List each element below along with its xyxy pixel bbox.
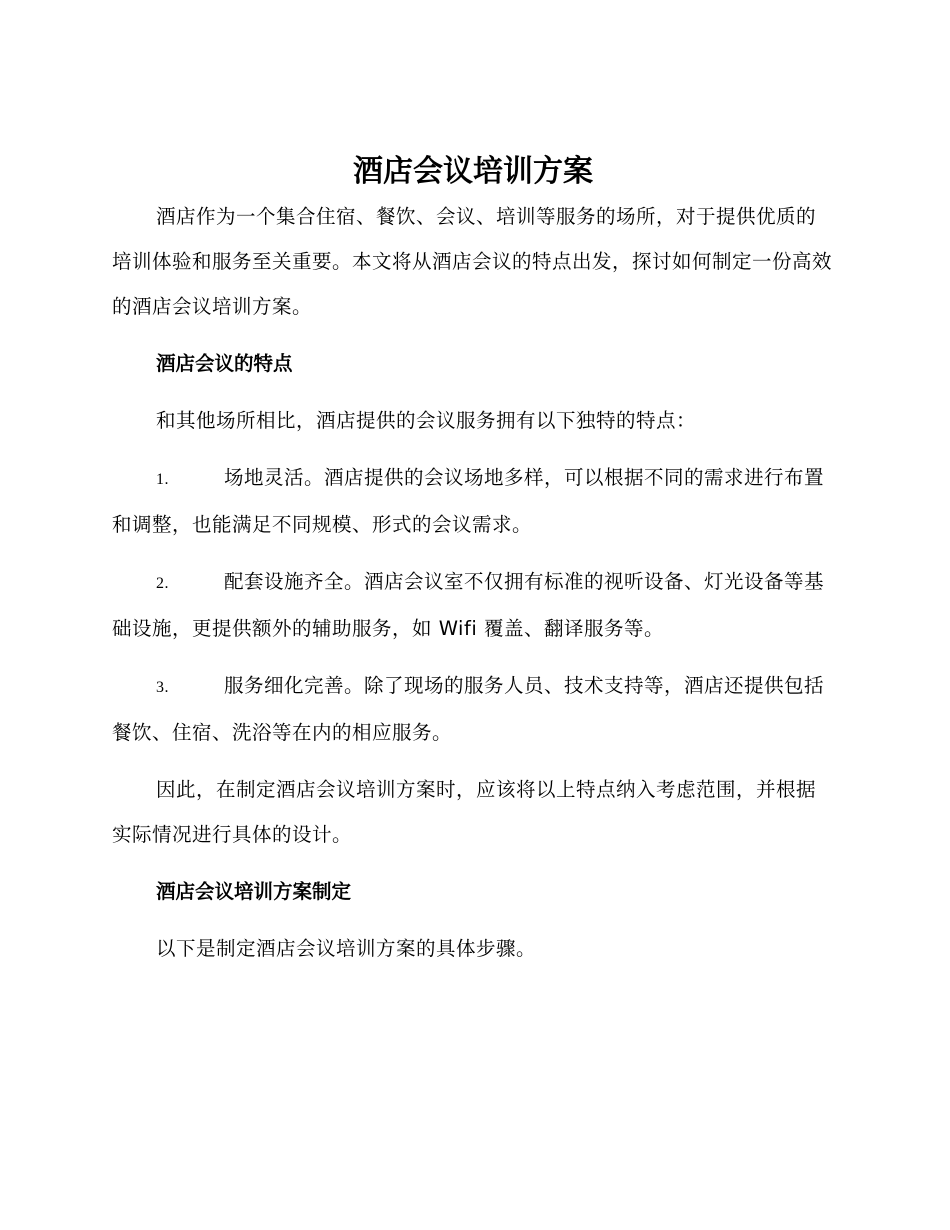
intro-paragraph: 酒店作为一个集合住宿、餐饮、会议、培训等服务的场所，对于提供优质的培训体验和服务至关重要。本文将从酒店会议的特点出发，探讨如何制定一份高效的酒店会议培训方案。 [112, 205, 833, 318]
plan-lead-paragraph: 以下是制定酒店会议培训方案的具体步骤。 [156, 937, 537, 960]
list-item [112, 663, 834, 755]
list-item-number: 3. [156, 679, 169, 696]
list-item [112, 455, 834, 547]
features-conclusion-paragraph: 因此，在制定酒店会议培训方案时，应该将以上特点纳入考虑范围，并根据实际情况进行具体的设计。 [112, 778, 817, 846]
document-title: 酒店会议培训方案 [353, 154, 593, 189]
list-item-text: 配套设施齐全。酒店会议室不仅拥有标准的视听设备、灯光设备等基础设施，更提供额外的辅助服务，如 Wifi 覆盖、翻译服务等。 [112, 570, 825, 640]
section-heading-features: 酒店会议的特点 [156, 352, 293, 375]
list-item [112, 559, 834, 651]
list-item-text: 服务细化完善。除了现场的服务人员、技术支持等，酒店还提供包括餐饮、住宿、洗浴等在内的相应服务。 [112, 674, 825, 744]
section-heading-plan: 酒店会议培训方案制定 [156, 880, 352, 903]
list-item-text: 场地灵活。酒店提供的会议场地多样，可以根据不同的需求进行布置和调整，也能满足不同规模、形式的会议需求。 [112, 466, 825, 536]
list-item-number: 2. [156, 575, 169, 592]
document-page [112, 150, 834, 971]
features-lead-paragraph: 和其他场所相比，酒店提供的会议服务拥有以下独特的特点： [156, 409, 697, 432]
list-item-number: 1. [156, 471, 169, 488]
